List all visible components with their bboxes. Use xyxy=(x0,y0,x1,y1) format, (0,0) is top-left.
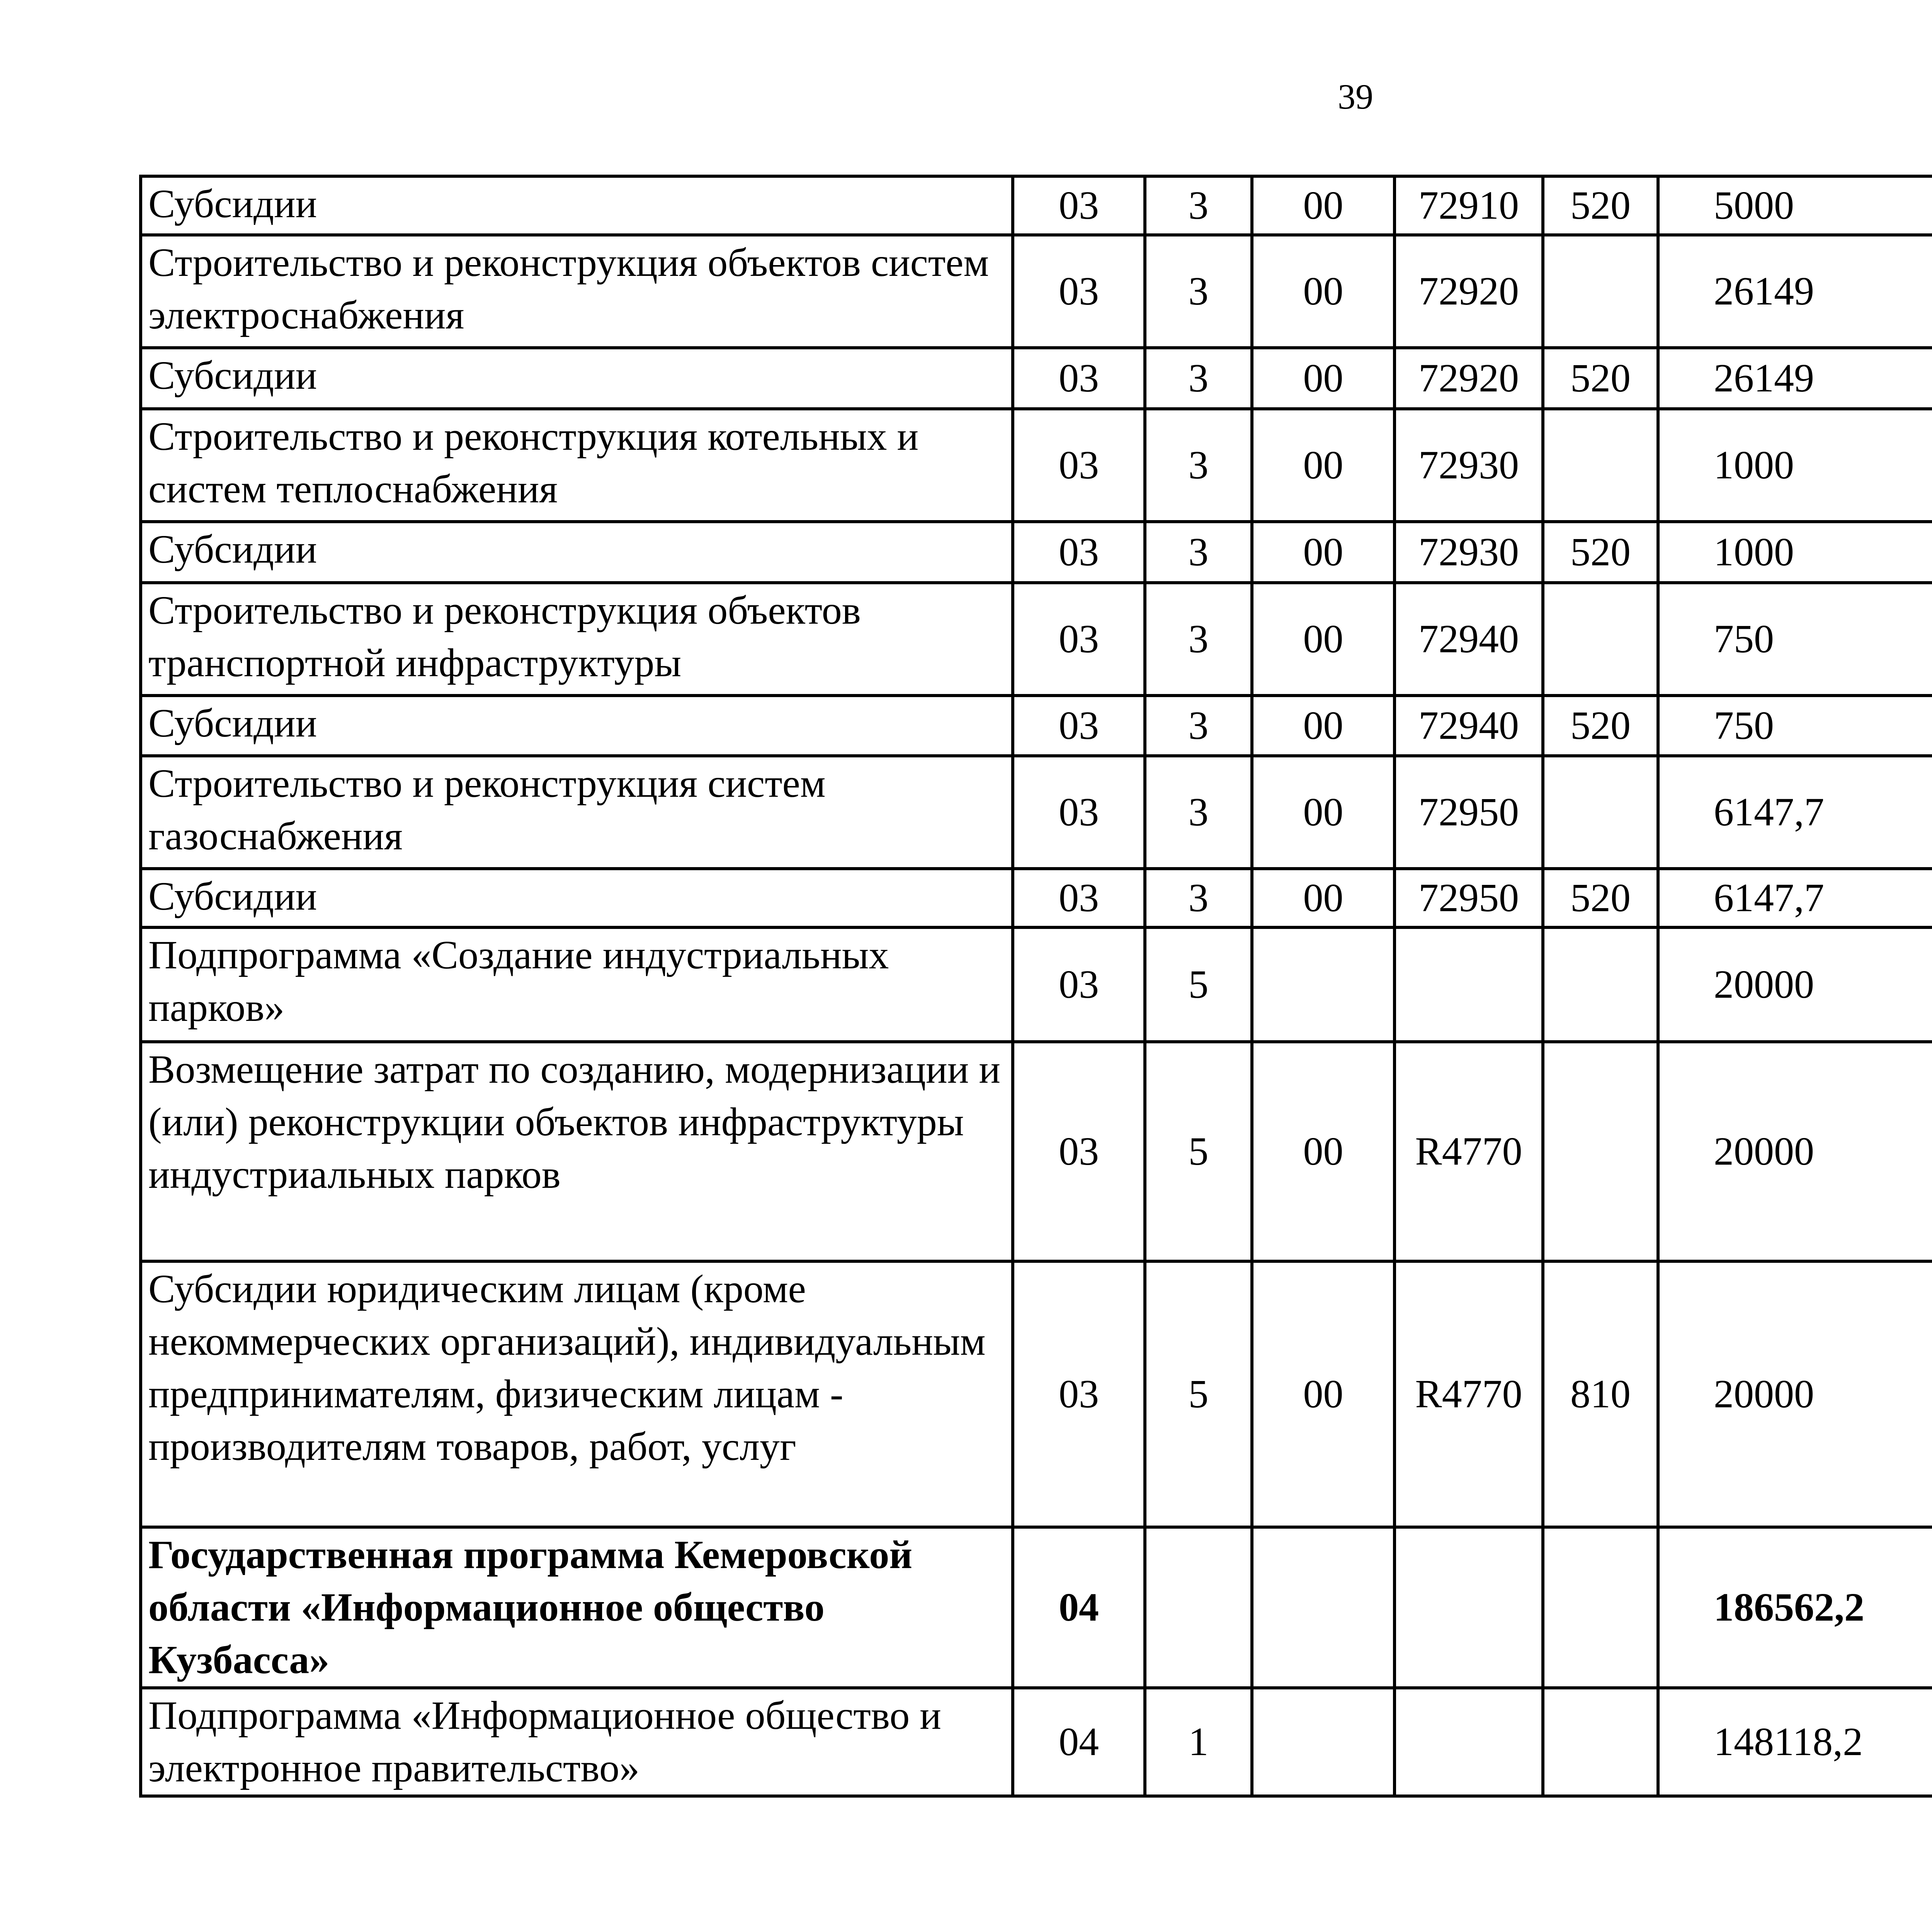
code-program: 03 xyxy=(1013,176,1145,235)
code-type xyxy=(1543,583,1658,696)
table-row xyxy=(141,869,1932,927)
row-name: Подпрограмма «Информационное общество и электронное правительство» xyxy=(141,1688,1013,1796)
code-program: 03 xyxy=(1013,869,1145,927)
code-expense xyxy=(1395,927,1543,1042)
code-subprogram: 3 xyxy=(1145,583,1252,696)
table-row xyxy=(141,409,1932,522)
row-name: Строительство и реконструкция систем газоснабжения xyxy=(141,756,1013,869)
amount-year-1: 1000 xyxy=(1658,522,1932,583)
table-row xyxy=(141,348,1932,409)
amount-year-1: 6147,7 xyxy=(1658,756,1932,869)
code-expense xyxy=(1395,1527,1543,1688)
page-number: 39 xyxy=(1338,77,1373,116)
code-program: 03 xyxy=(1013,235,1145,348)
code-program: 03 xyxy=(1013,927,1145,1042)
code-type xyxy=(1543,756,1658,869)
table-body xyxy=(141,176,1932,1796)
amount-year-1: 20000 xyxy=(1658,927,1932,1042)
code-subprogram: 5 xyxy=(1145,1261,1252,1527)
row-name: Государственная программа Кемеровской области «Информационное общество Кузбасса» xyxy=(141,1527,1013,1688)
row-name: Субсидии xyxy=(141,522,1013,583)
row-name: Строительство и реконструкция объектов систем электроснабжения xyxy=(141,235,1013,348)
code-direction: 00 xyxy=(1252,522,1395,583)
amount-year-1: 20000 xyxy=(1658,1042,1932,1261)
code-type xyxy=(1543,1042,1658,1261)
code-direction: 00 xyxy=(1252,583,1395,696)
code-direction: 00 xyxy=(1252,176,1395,235)
code-direction: 00 xyxy=(1252,696,1395,756)
table-row xyxy=(141,1042,1932,1261)
amount-year-1: 6147,7 xyxy=(1658,869,1932,927)
table-row xyxy=(141,583,1932,696)
table-row xyxy=(141,696,1932,756)
code-expense xyxy=(1395,1688,1543,1796)
code-type: 520 xyxy=(1543,176,1658,235)
budget-table xyxy=(139,175,1932,1798)
code-direction: 00 xyxy=(1252,756,1395,869)
row-name: Субсидии xyxy=(141,176,1013,235)
code-type xyxy=(1543,409,1658,522)
code-direction: 00 xyxy=(1252,348,1395,409)
table-row xyxy=(141,235,1932,348)
code-type: 520 xyxy=(1543,522,1658,583)
amount-year-1: 750 xyxy=(1658,696,1932,756)
amount-year-1: 5000 xyxy=(1658,176,1932,235)
table-row xyxy=(141,1261,1932,1527)
code-program: 04 xyxy=(1013,1688,1145,1796)
table-row xyxy=(141,176,1932,235)
code-subprogram: 3 xyxy=(1145,348,1252,409)
code-program: 03 xyxy=(1013,522,1145,583)
code-expense: R4770 xyxy=(1395,1261,1543,1527)
code-type xyxy=(1543,235,1658,348)
code-direction: 00 xyxy=(1252,409,1395,522)
code-direction xyxy=(1252,1527,1395,1688)
code-type xyxy=(1543,1688,1658,1796)
code-subprogram: 3 xyxy=(1145,176,1252,235)
amount-year-1: 26149 xyxy=(1658,348,1932,409)
code-subprogram: 3 xyxy=(1145,696,1252,756)
code-expense: 72920 xyxy=(1395,235,1543,348)
amount-year-1: 26149 xyxy=(1658,235,1932,348)
code-direction: 00 xyxy=(1252,869,1395,927)
code-direction xyxy=(1252,1688,1395,1796)
code-subprogram: 3 xyxy=(1145,869,1252,927)
code-type: 520 xyxy=(1543,348,1658,409)
code-program: 04 xyxy=(1013,1527,1145,1688)
amount-year-1: 750 xyxy=(1658,583,1932,696)
code-program: 03 xyxy=(1013,756,1145,869)
row-name: Строительство и реконструкция котельных и систем теплоснабжения xyxy=(141,409,1013,522)
row-name: Строительство и реконструкция объектов транспортной инфраструктуры xyxy=(141,583,1013,696)
code-expense: 72930 xyxy=(1395,522,1543,583)
code-expense: 72910 xyxy=(1395,176,1543,235)
code-program: 03 xyxy=(1013,348,1145,409)
code-expense: 72940 xyxy=(1395,696,1543,756)
table-row xyxy=(141,522,1932,583)
code-direction: 00 xyxy=(1252,235,1395,348)
code-subprogram xyxy=(1145,1527,1252,1688)
code-subprogram: 1 xyxy=(1145,1688,1252,1796)
row-name: Субсидии xyxy=(141,696,1013,756)
amount-year-1: 20000 xyxy=(1658,1261,1932,1527)
code-subprogram: 3 xyxy=(1145,235,1252,348)
code-expense: 72920 xyxy=(1395,348,1543,409)
code-type: 520 xyxy=(1543,869,1658,927)
code-type: 520 xyxy=(1543,696,1658,756)
row-name: Субсидии юридическим лицам (кроме некоммерческих организаций), индивидуальным предпринимателям, физическим лицам - производителям товаров, работ, услуг xyxy=(141,1261,1013,1527)
code-expense: R4770 xyxy=(1395,1042,1543,1261)
code-direction: 00 xyxy=(1252,1261,1395,1527)
code-direction: 00 xyxy=(1252,1042,1395,1261)
amount-year-1: 1000 xyxy=(1658,409,1932,522)
code-direction xyxy=(1252,927,1395,1042)
code-expense: 72950 xyxy=(1395,869,1543,927)
table-row xyxy=(141,756,1932,869)
code-program: 03 xyxy=(1013,696,1145,756)
table-row xyxy=(141,1527,1932,1688)
code-expense: 72940 xyxy=(1395,583,1543,696)
code-program: 03 xyxy=(1013,1042,1145,1261)
row-name: Подпрограмма «Создание индустриальных парков» xyxy=(141,927,1013,1042)
row-name: Субсидии xyxy=(141,348,1013,409)
code-subprogram: 5 xyxy=(1145,927,1252,1042)
row-name: Возмещение затрат по созданию, модернизации и (или) реконструкции объектов инфраструктуры индустриальных парков xyxy=(141,1042,1013,1261)
code-type xyxy=(1543,1527,1658,1688)
row-name: Субсидии xyxy=(141,869,1013,927)
code-subprogram: 3 xyxy=(1145,409,1252,522)
table-row xyxy=(141,1688,1932,1796)
code-subprogram: 3 xyxy=(1145,522,1252,583)
code-type: 810 xyxy=(1543,1261,1658,1527)
code-program: 03 xyxy=(1013,409,1145,522)
code-expense: 72930 xyxy=(1395,409,1543,522)
table-row xyxy=(141,927,1932,1042)
code-program: 03 xyxy=(1013,1261,1145,1527)
code-expense: 72950 xyxy=(1395,756,1543,869)
code-subprogram: 5 xyxy=(1145,1042,1252,1261)
code-type xyxy=(1543,927,1658,1042)
amount-year-1: 186562,2 xyxy=(1658,1527,1932,1688)
amount-year-1: 148118,2 xyxy=(1658,1688,1932,1796)
code-subprogram: 3 xyxy=(1145,756,1252,869)
code-program: 03 xyxy=(1013,583,1145,696)
